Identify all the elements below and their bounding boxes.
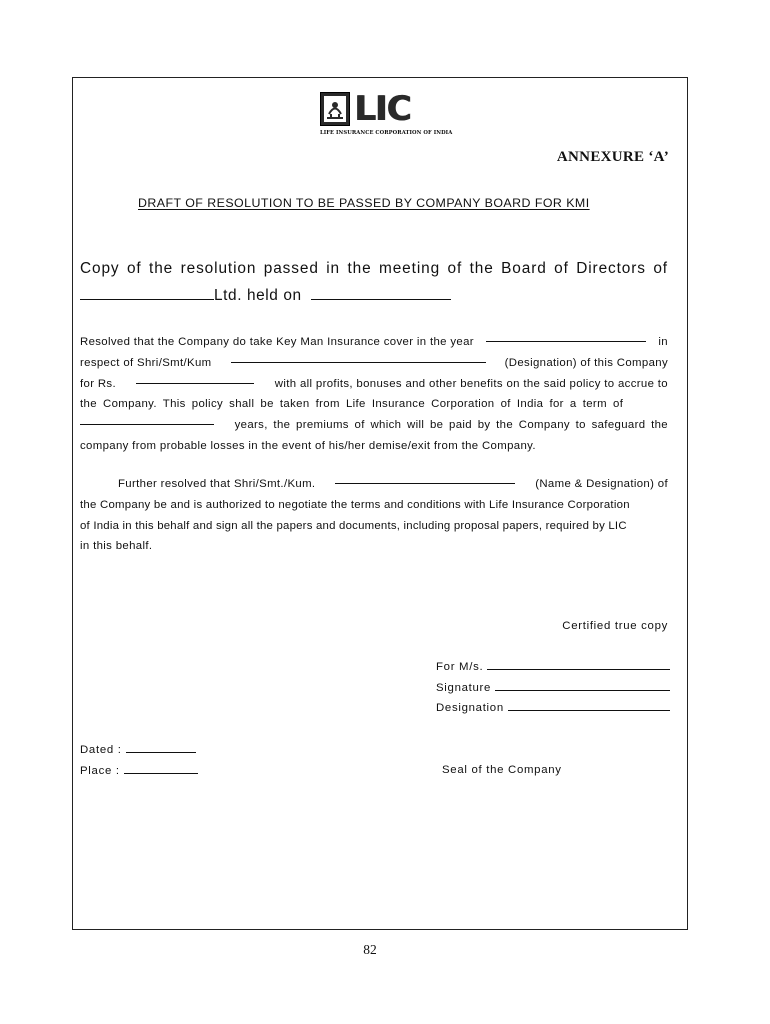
intro-word: resolution xyxy=(180,260,257,277)
designation-label: Designation xyxy=(436,702,504,714)
para-text: years, the premiums of which will be paid by the Company to safeguard the xyxy=(234,419,668,432)
para-text: in xyxy=(658,336,668,348)
document-title: DRAFT OF RESOLUTION TO BE PASSED BY COMPANY BOARD FOR KMI xyxy=(138,196,590,210)
para-text: for Rs. xyxy=(80,377,116,390)
intro-word: the xyxy=(149,260,174,277)
para-text: (Name & Designation) of xyxy=(535,478,668,490)
intro-word: in xyxy=(326,260,341,277)
keyman-name-blank[interactable] xyxy=(231,353,486,363)
para-line xyxy=(80,415,668,436)
para-line xyxy=(80,436,668,457)
para-line xyxy=(80,474,668,495)
para-line xyxy=(80,374,668,395)
para-text: (Designation) of this Company xyxy=(504,356,668,369)
authorized-person-blank[interactable] xyxy=(335,474,515,484)
logo-text: LIC xyxy=(354,89,411,129)
certified-true-copy: Certified true copy xyxy=(562,620,668,632)
para-text: respect of Shri/Smt/Kum xyxy=(80,356,212,369)
para-line xyxy=(80,536,668,557)
for-ms-row xyxy=(436,660,670,681)
intro-line xyxy=(80,260,668,278)
dated-blank[interactable] xyxy=(126,743,196,753)
resolution-paragraph xyxy=(80,332,668,457)
para-text: in this behalf. xyxy=(80,540,153,553)
for-ms-blank[interactable] xyxy=(487,660,670,670)
year-blank[interactable] xyxy=(486,332,646,342)
dated-label: Dated : xyxy=(80,744,122,756)
place-blank[interactable] xyxy=(124,764,198,774)
company-name-blank[interactable] xyxy=(80,287,214,300)
para-text: Resolved that the Company do take Key Man Insurance cover in the year xyxy=(80,336,474,348)
para-text: Further resolved that Shri/Smt./Kum. xyxy=(118,478,316,490)
intro-word: meeting xyxy=(379,260,441,277)
para-text: the Company be and is authorized to negotiate the terms and conditions with Life Insurance Corporation xyxy=(80,498,630,511)
designation-blank[interactable] xyxy=(508,701,670,711)
designation-row xyxy=(436,701,670,722)
seal-of-company: Seal of the Company xyxy=(442,764,562,776)
para-text: of India in this behalf and sign all the papers and documents, including proposal papers, required by LIC xyxy=(80,519,627,532)
signature-label: Signature xyxy=(436,681,492,694)
amount-blank[interactable] xyxy=(136,374,254,384)
intro-word: passed xyxy=(263,260,319,277)
place-label: Place : xyxy=(80,765,120,777)
para-line xyxy=(80,495,668,516)
intro-word: of xyxy=(653,260,668,277)
para-line xyxy=(80,353,668,374)
signature-block xyxy=(436,660,670,722)
for-ms-label: For M/s. xyxy=(436,661,484,673)
meeting-date-blank[interactable] xyxy=(311,287,451,300)
ltd-held-on-label: Ltd. held on xyxy=(214,287,302,304)
intro-word: the xyxy=(347,260,372,277)
authorization-paragraph xyxy=(80,474,668,557)
para-text: with all profits, bonuses and other benefits on the said policy to accrue to xyxy=(274,377,668,390)
para-line xyxy=(80,516,668,537)
page-number: 82 xyxy=(363,942,377,957)
intro-word: of xyxy=(554,260,569,277)
logo-subtitle: LIFE INSURANCE CORPORATION OF INDIA xyxy=(320,130,453,136)
intro-word: the xyxy=(469,260,494,277)
lic-logo xyxy=(320,89,453,138)
intro-word: Copy xyxy=(80,260,120,277)
para-line xyxy=(80,332,668,353)
dated-row xyxy=(80,743,196,756)
para-text: the Company. This policy shall be taken from Life Insurance Corporation of India for a term of xyxy=(80,398,624,411)
para-text: company from probable losses in the event of his/her demise/exit from the Company. xyxy=(80,439,536,452)
lic-emblem-icon xyxy=(320,92,350,126)
term-blank[interactable] xyxy=(80,415,214,425)
intro-line-2 xyxy=(80,287,451,305)
para-line xyxy=(80,394,668,415)
intro-word: of xyxy=(447,260,463,277)
intro-word: of xyxy=(126,260,142,277)
signature-blank[interactable] xyxy=(495,681,670,691)
intro-word: Directors xyxy=(576,260,646,277)
place-row xyxy=(80,764,198,777)
annexure-heading: ANNEXURE ‘A’ xyxy=(556,149,669,165)
intro-word: Board xyxy=(501,260,547,277)
signature-row xyxy=(436,681,670,702)
